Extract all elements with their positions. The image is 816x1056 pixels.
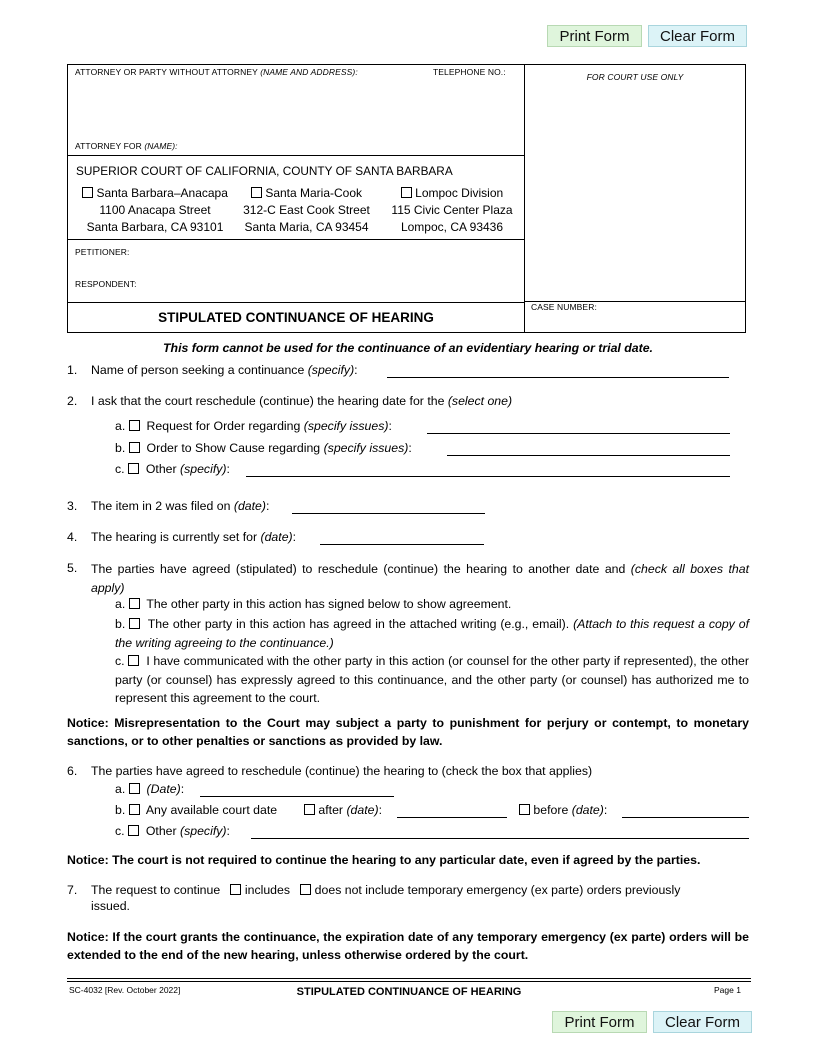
attorney-label: ATTORNEY OR PARTY WITHOUT ATTORNEY (NAME AND ADDRESS): xyxy=(75,67,358,77)
footer-form-id: SC-4032 [Rev. October 2022] xyxy=(69,985,181,995)
item7-number: 7. xyxy=(67,883,78,897)
item1-name-field[interactable] xyxy=(387,377,729,378)
item7-text: The request to continue includes does not include temporary emergency (ex parte) orders previously xyxy=(91,883,681,897)
item7-not-include-checkbox[interactable] xyxy=(300,884,311,895)
location-anacapa: Santa Barbara–Anacapa 1100 Anacapa Street Santa Barbara, CA 93101 xyxy=(80,185,230,236)
item7-cont: issued. xyxy=(91,899,130,913)
court-box xyxy=(67,155,525,240)
item5-number: 5. xyxy=(67,561,78,575)
item5-text: The parties have agreed (stipulated) to reschedule (continue) the hearing to another date and (check all boxes that apply) xyxy=(91,562,749,595)
item3-text: The item in 2 was filed on (date): xyxy=(91,499,270,513)
footer-rule-top xyxy=(67,978,751,979)
case-number-box[interactable] xyxy=(524,301,746,333)
item3-number: 3. xyxy=(67,499,78,513)
item6b-before: before (date): xyxy=(519,803,607,817)
santa-maria-checkbox[interactable] xyxy=(251,187,262,198)
case-number-label: CASE NUMBER: xyxy=(531,302,597,312)
item6b-before-field[interactable] xyxy=(622,817,749,818)
item6b-row: b. Any available court date xyxy=(115,803,278,817)
item5a-row: a. The other party in this action has signed below to show agreement. xyxy=(115,597,512,611)
item6b-before-checkbox[interactable] xyxy=(519,804,530,815)
item4-number: 4. xyxy=(67,530,78,544)
item2a-checkbox[interactable] xyxy=(129,420,140,431)
title-box xyxy=(67,302,525,333)
form-title: STIPULATED CONTINUANCE OF HEARING xyxy=(158,310,434,325)
warning-text: This form cannot be used for the continuance of an evidentiary hearing or trial date. xyxy=(163,341,653,355)
item6-number: 6. xyxy=(67,764,78,778)
item2-number: 2. xyxy=(67,394,78,408)
item5a-checkbox[interactable] xyxy=(129,598,140,609)
notice-not-required: Notice: The court is not required to continue the hearing to any particular date, even if agreed by the parties. xyxy=(67,853,701,867)
item5b-row: b. The other party in this action has agreed in the attached writing (e.g., email). (Attach to this request a copy of the writing agreeing to the continuance.) xyxy=(115,617,749,650)
notice-misrepresentation: Notice: Misrepresentation to the Court may subject a party to punishment for perjury or contempt, to monetary sanctions, or to other penalties or sanctions as provided by law. xyxy=(67,716,749,748)
item6a-checkbox[interactable] xyxy=(129,783,140,794)
footer-title: STIPULATED CONTINUANCE OF HEARING xyxy=(296,986,522,998)
notice-expiration: Notice: If the court grants the continuance, the expiration date of any temporary emergency (ex parte) orders will be extended to the end of the new hearing, unless otherwise ordered by the court. xyxy=(67,930,749,962)
anacapa-checkbox[interactable] xyxy=(82,187,93,198)
court-use-box xyxy=(524,64,746,302)
item6b-checkbox[interactable] xyxy=(129,804,140,815)
item2b-field[interactable] xyxy=(447,455,730,456)
location-santa-maria: Santa Maria-Cook 312-C East Cook Street Santa Maria, CA 93454 xyxy=(243,186,370,234)
court-use-label: FOR COURT USE ONLY xyxy=(586,72,684,82)
item2b-row: b. Order to Show Cause regarding (specify issues): xyxy=(115,441,412,455)
item6c-field[interactable] xyxy=(251,838,749,839)
item2a-row: a. Request for Order regarding (specify issues): xyxy=(115,419,392,433)
item4-text: The hearing is currently set for (date): xyxy=(91,530,297,544)
item2c-row: c. Other (specify): xyxy=(115,462,230,476)
item1-number: 1. xyxy=(67,363,78,377)
item2c-checkbox[interactable] xyxy=(128,463,139,474)
item6b-after-checkbox[interactable] xyxy=(304,804,315,815)
item6a-row: a. (Date): xyxy=(115,782,185,796)
item1-text: Name of person seeking a continuance (specify): xyxy=(91,363,358,377)
clear-form-button-bottom[interactable]: Clear Form xyxy=(653,1011,752,1033)
item2-text: I ask that the court reschedule (continue) the hearing date for the (select one) xyxy=(91,394,513,408)
item2c-field[interactable] xyxy=(246,476,730,477)
item4-date-field[interactable] xyxy=(320,544,484,545)
parties-box[interactable] xyxy=(67,239,525,303)
item2a-field[interactable] xyxy=(427,433,730,434)
item6b-after: after (date): xyxy=(304,803,382,817)
lompoc-checkbox[interactable] xyxy=(401,187,412,198)
attorney-for-label: ATTORNEY FOR (NAME): xyxy=(75,141,178,151)
telephone-label: TELEPHONE NO.: xyxy=(433,67,506,77)
item5b-checkbox[interactable] xyxy=(129,618,140,629)
respondent-label: RESPONDENT: xyxy=(75,279,137,289)
item7-includes-checkbox[interactable] xyxy=(230,884,241,895)
item6a-date-field[interactable] xyxy=(200,796,394,797)
attorney-box[interactable] xyxy=(67,64,525,156)
print-form-button[interactable]: Print Form xyxy=(547,25,642,47)
print-form-button-bottom[interactable]: Print Form xyxy=(552,1011,647,1033)
court-name: SUPERIOR COURT OF CALIFORNIA, COUNTY OF SANTA BARBARA xyxy=(76,164,453,178)
location-lompoc: Lompoc Division 115 Civic Center Plaza Lompoc, CA 93436 xyxy=(391,186,513,234)
item6c-checkbox[interactable] xyxy=(128,825,139,836)
item6-text: The parties have agreed to reschedule (continue) the hearing to (check the box that applies) xyxy=(91,764,593,778)
item6b-after-field[interactable] xyxy=(397,817,507,818)
item5c-checkbox[interactable] xyxy=(128,655,139,666)
footer-rule-bottom xyxy=(67,981,751,982)
clear-form-button[interactable]: Clear Form xyxy=(648,25,747,47)
item2b-checkbox[interactable] xyxy=(129,442,140,453)
item6c-row: c. Other (specify): xyxy=(115,824,230,838)
item3-date-field[interactable] xyxy=(292,513,485,514)
footer-page: Page 1 xyxy=(714,985,741,995)
item5c-row: c. I have communicated with the other party in this action (or counsel for the other party if represented), the other party (or counsel) has expressly agreed to this continuance, and the other party (or counsel) has authorized me to represent this agreement to the court. xyxy=(115,654,749,705)
petitioner-label: PETITIONER: xyxy=(75,247,130,257)
